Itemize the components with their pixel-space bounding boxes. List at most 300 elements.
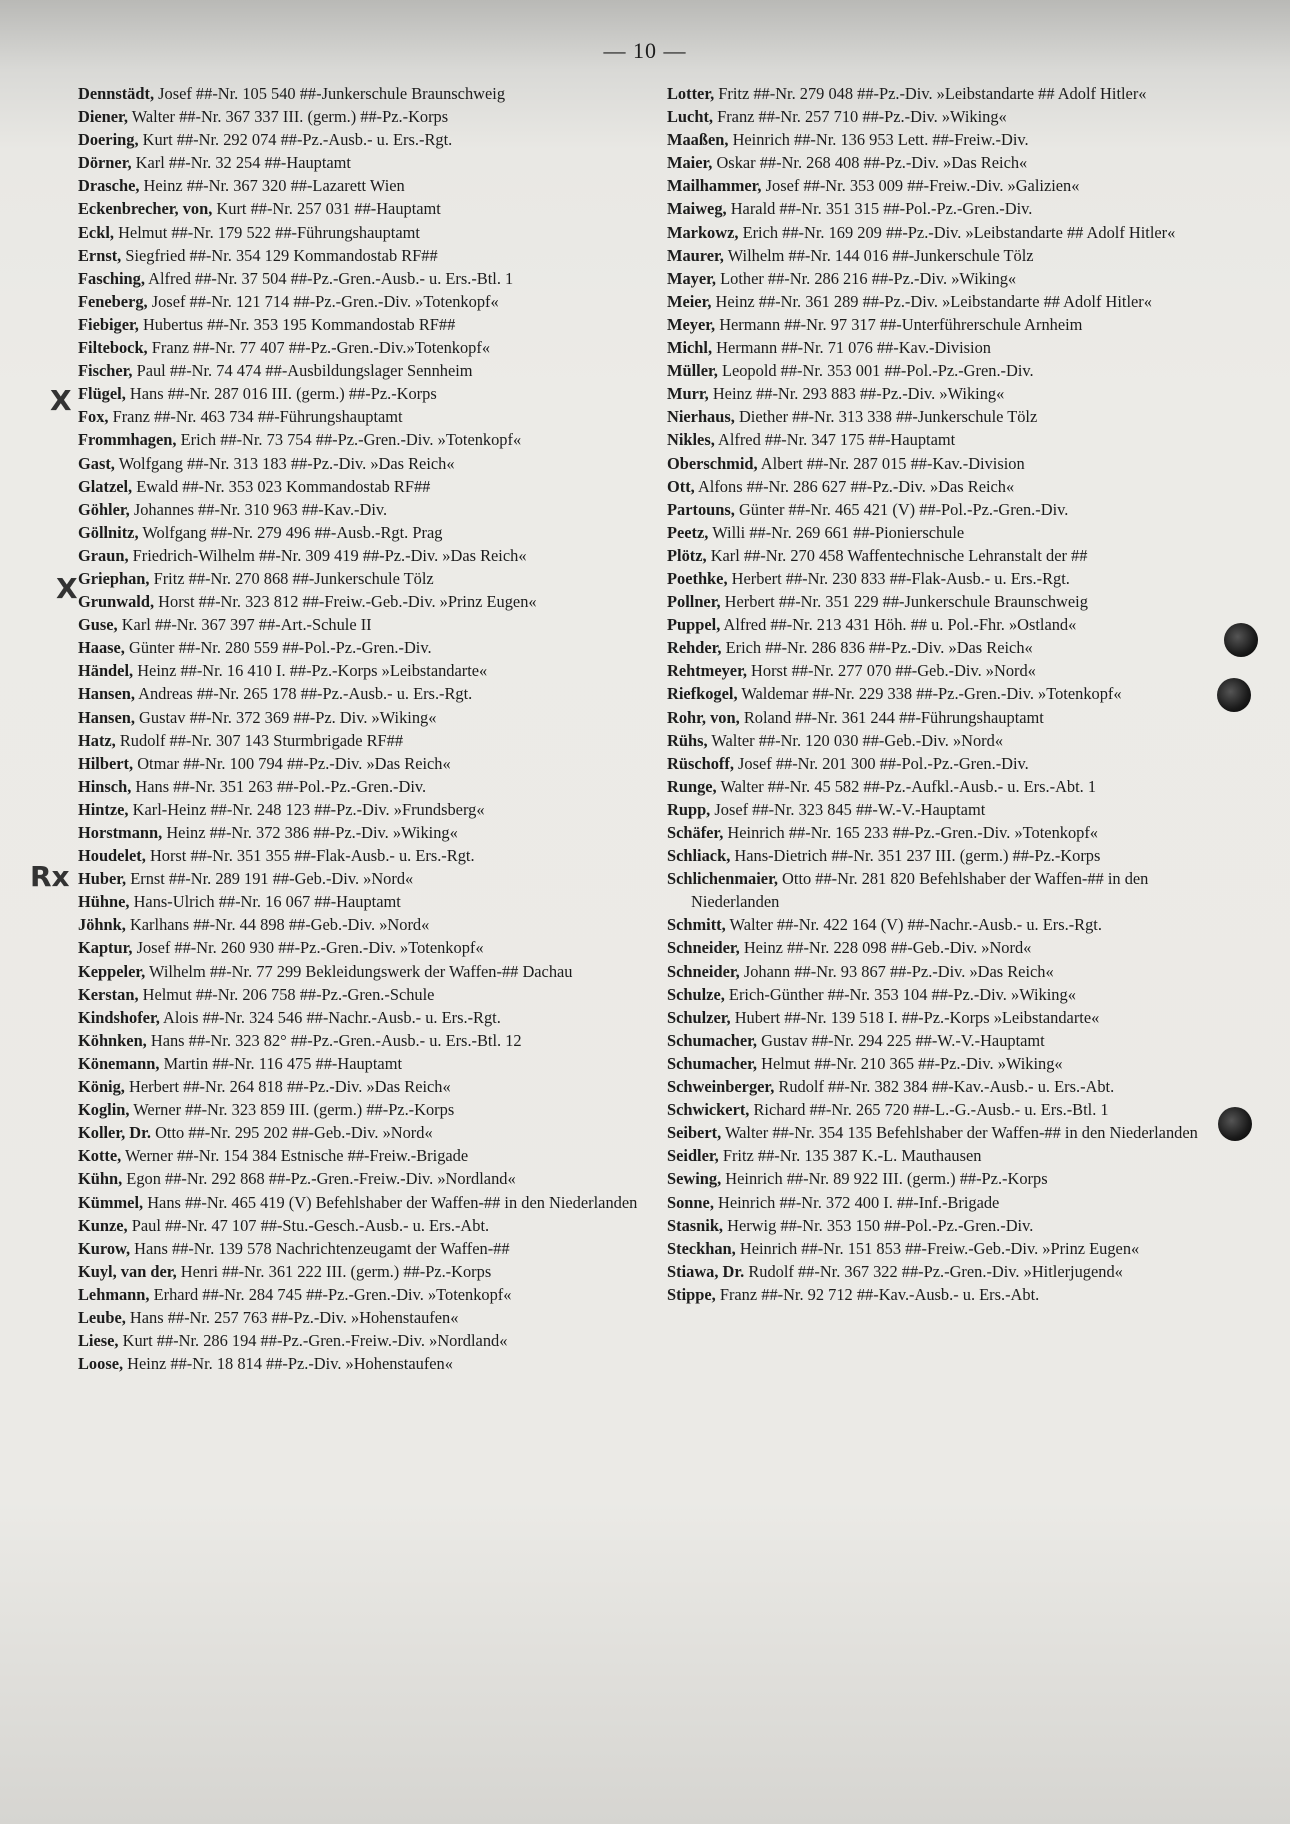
handwritten-mark: Rx (30, 860, 70, 893)
directory-entry (667, 613, 1227, 636)
entry-details: Karl-Heinz ##-Nr. 248 123 ##-Pz.-Div. »Frundsberg« (128, 799, 485, 819)
directory-entry (78, 1283, 638, 1306)
entry-details: Alois ##-Nr. 324 546 ##-Nachr.-Ausb.- u. Ers.-Rgt. (159, 1007, 501, 1027)
entry-surname: Poethke, (667, 568, 728, 588)
directory-entry (78, 890, 638, 913)
directory-entry (667, 1237, 1227, 1260)
entry-details: Egon ##-Nr. 292 868 ##-Pz.-Gren.-Freiw.-Div. »Nordland« (122, 1169, 516, 1189)
entry-surname: Kerstan, (78, 984, 139, 1004)
directory-entry (78, 151, 638, 174)
directory-entry (667, 1260, 1227, 1283)
directory-entry (78, 1029, 638, 1052)
entry-surname: Meyer, (667, 314, 716, 334)
entry-surname: Lotter, (667, 84, 715, 103)
entry-details: Erich-Günther ##-Nr. 353 104 ##-Pz.-Div. »Wiking« (724, 984, 1076, 1004)
entry-surname: Flügel, (78, 384, 126, 404)
entry-details: Hans ##-Nr. 139 578 Nachrichtenzeugamt der Waffen-## (130, 1238, 510, 1258)
entry-surname: Schneider, (667, 961, 740, 981)
directory-entry (78, 1121, 638, 1144)
entry-surname: Rehder, (667, 638, 722, 658)
directory-entry (78, 382, 638, 405)
entry-details: Hans ##-Nr. 287 016 III. (germ.) ##-Pz.-Korps (125, 384, 437, 404)
directory-entry (78, 567, 638, 590)
entry-details: Waldemar ##-Nr. 229 338 ##-Pz.-Gren.-Div. »Totenkopf« (737, 684, 1122, 704)
directory-entry (667, 821, 1227, 844)
entry-details: Fritz ##-Nr. 270 868 ##-Junkerschule Tölz (149, 568, 434, 588)
directory-entry (667, 544, 1227, 567)
entry-surname: Peetz, (667, 522, 709, 542)
entry-surname: Runge, (667, 776, 717, 796)
entry-surname: Jöhnk, (78, 915, 126, 935)
directory-entry (667, 913, 1227, 936)
entry-details: Kurt ##-Nr. 292 074 ##-Pz.-Ausb.- u. Ers.-Rgt. (138, 130, 453, 150)
entry-details: Hans ##-Nr. 323 82° ##-Pz.-Gren.-Ausb.- u. Ers.-Btl. 12 (146, 1030, 522, 1050)
entry-details: Paul ##-Nr. 74 474 ##-Ausbildungslager Sennheim (132, 361, 473, 381)
entry-details: Hubert ##-Nr. 139 518 I. ##-Pz.-Korps »Leibstandarte« (730, 1007, 1100, 1027)
directory-entry (78, 428, 638, 451)
entry-surname: Stippe, (667, 1284, 716, 1304)
directory-entry (78, 706, 638, 729)
entry-surname: Fischer, (78, 361, 133, 381)
directory-entry (78, 405, 638, 428)
entry-surname: Maaßen, (667, 130, 729, 150)
entry-details: Alfred ##-Nr. 347 175 ##-Hauptamt (714, 430, 956, 450)
entry-surname: Schneider, (667, 938, 740, 958)
entry-surname: Schumacher, (667, 1053, 758, 1073)
entry-details: Alfred ##-Nr. 37 504 ##-Pz.-Gren.-Ausb.- u. Ers.-Btl. 1 (144, 268, 514, 288)
directory-entry (667, 844, 1227, 867)
entry-surname: Maier, (667, 153, 713, 173)
entry-surname: Koller, Dr. (78, 1123, 151, 1143)
entry-details: Herwig ##-Nr. 353 150 ##-Pol.-Pz.-Gren.-Div. (723, 1215, 1034, 1235)
entry-surname: Göllnitz, (78, 522, 139, 542)
directory-entry (78, 1260, 638, 1283)
directory-entry (78, 775, 638, 798)
entry-surname: Hühne, (78, 892, 130, 912)
entry-surname: Schäfer, (667, 823, 724, 842)
entry-details: Otto ##-Nr. 281 820 Befehlshaber der Waffen-## in den Niederlanden (691, 869, 1149, 912)
entry-surname: Kühn, (78, 1169, 123, 1189)
entry-surname: Mailhammer, (667, 176, 762, 196)
entry-details: Herbert ##-Nr. 351 229 ##-Junkerschule Braunschweig (720, 592, 1088, 612)
entry-surname: Drasche, (78, 176, 140, 196)
entry-details: Franz ##-Nr. 77 407 ##-Pz.-Gren.-Div.»Totenkopf« (147, 338, 491, 358)
entry-details: Erhard ##-Nr. 284 745 ##-Pz.-Gren.-Div. »Totenkopf« (149, 1284, 512, 1304)
directory-entry (78, 336, 638, 359)
entry-details: Gustav ##-Nr. 372 369 ##-Pz. Div. »Wiking« (134, 707, 437, 727)
entry-surname: Steckhan, (667, 1238, 736, 1258)
directory-entry (667, 267, 1227, 290)
entry-details: Hans-Dietrich ##-Nr. 351 237 III. (germ.) ##-Pz.-Korps (730, 846, 1101, 866)
entry-details: Kurt ##-Nr. 286 194 ##-Pz.-Gren.-Freiw.-Div. »Nordland« (118, 1331, 508, 1351)
entry-surname: Könemann, (78, 1053, 160, 1073)
entry-surname: Schlichenmaier, (667, 869, 778, 889)
entry-details: Erich ##-Nr. 73 754 ##-Pz.-Gren.-Div. »Totenkopf« (176, 430, 522, 450)
entry-details: Heinrich ##-Nr. 136 953 Lett. ##-Freiw.-Div. (728, 130, 1029, 150)
entry-details: Hans ##-Nr. 351 263 ##-Pol.-Pz.-Gren.-Div. (131, 776, 427, 796)
entry-surname: Diener, (78, 107, 128, 127)
directory-entry (667, 983, 1227, 1006)
entry-details: Josef ##-Nr. 201 300 ##-Pol.-Pz.-Gren.-Div. (733, 753, 1029, 773)
entry-details: Franz ##-Nr. 257 710 ##-Pz.-Div. »Wiking« (713, 107, 1007, 127)
entry-surname: Keppeler, (78, 961, 146, 981)
entry-surname: Oberschmid, (667, 453, 758, 473)
entry-details: Alfred ##-Nr. 213 431 Höh. ## u. Pol.-Fhr. »Ostland« (720, 615, 1077, 635)
entry-surname: Glatzel, (78, 476, 133, 496)
directory-entry (667, 382, 1227, 405)
entry-details: Helmut ##-Nr. 210 365 ##-Pz.-Div. »Wiking« (757, 1053, 1063, 1073)
entry-details: Franz ##-Nr. 463 734 ##-Führungshauptamt (108, 407, 403, 427)
entry-surname: Loose, (78, 1354, 124, 1374)
directory-entry (667, 151, 1227, 174)
directory-entry (78, 221, 638, 244)
entry-details: Martin ##-Nr. 116 475 ##-Hauptamt (159, 1053, 402, 1073)
entry-details: Rudolf ##-Nr. 382 384 ##-Kav.-Ausb.- u. Ers.-Abt. (774, 1077, 1115, 1097)
entry-details: Günter ##-Nr. 280 559 ##-Pol.-Pz.-Gren.-Div. (124, 638, 432, 658)
entry-surname: Hilbert, (78, 753, 134, 773)
left-column (78, 82, 638, 1375)
entry-surname: Schliack, (667, 846, 731, 866)
entry-details: Heinz ##-Nr. 18 814 ##-Pz.-Div. »Hohenstaufen« (123, 1354, 453, 1374)
entry-details: Ernst ##-Nr. 289 191 ##-Geb.-Div. »Nord« (126, 869, 414, 889)
entry-surname: Hintze, (78, 799, 129, 819)
directory-entry (667, 936, 1227, 959)
entry-details: Karl ##-Nr. 270 458 Waffentechnische Lehranstalt der ## (706, 545, 1088, 565)
entry-surname: Sewing, (667, 1169, 722, 1189)
entry-details: Heinz ##-Nr. 372 386 ##-Pz.-Div. »Wiking« (162, 823, 458, 842)
directory-entry (78, 867, 638, 890)
directory-entry (667, 1052, 1227, 1075)
directory-entry (78, 1006, 638, 1029)
entry-surname: Schulzer, (667, 1007, 731, 1027)
directory-entry (667, 960, 1227, 983)
entry-surname: Dennstädt, (78, 84, 155, 103)
directory-entry (667, 1121, 1227, 1144)
entry-details: Willi ##-Nr. 269 661 ##-Pionierschule (708, 522, 965, 542)
entry-surname: Eckl, (78, 222, 114, 242)
entry-details: Henri ##-Nr. 361 222 III. (germ.) ##-Pz.-Korps (176, 1261, 492, 1281)
entry-details: Oskar ##-Nr. 268 408 ##-Pz.-Div. »Das Reich« (712, 153, 1028, 173)
entry-details: Helmut ##-Nr. 206 758 ##-Pz.-Gren.-Schule (138, 984, 435, 1004)
entry-surname: Graun, (78, 545, 129, 565)
directory-entry (667, 567, 1227, 590)
entry-details: Johann ##-Nr. 93 867 ##-Pz.-Div. »Das Reich« (739, 961, 1054, 981)
directory-entry (78, 636, 638, 659)
directory-entry (667, 290, 1227, 313)
entry-surname: Riefkogel, (667, 684, 738, 704)
entry-surname: Ernst, (78, 245, 122, 265)
entry-surname: Hatz, (78, 730, 116, 750)
directory-entry (667, 1144, 1227, 1167)
entry-details: Heinrich ##-Nr. 165 233 ##-Pz.-Gren.-Div. »Totenkopf« (723, 823, 1099, 842)
directory-entry (78, 798, 638, 821)
entry-details: Fritz ##-Nr. 135 387 K.-L. Mauthausen (718, 1146, 982, 1166)
entry-details: Horst ##-Nr. 323 812 ##-Freiw.-Geb.-Div. »Prinz Eugen« (154, 592, 537, 612)
directory-entry (667, 105, 1227, 128)
entry-surname: Nikles, (667, 430, 715, 450)
entry-details: Karl ##-Nr. 32 254 ##-Hauptamt (131, 153, 351, 173)
entry-surname: Rehtmeyer, (667, 661, 747, 681)
entry-details: Ewald ##-Nr. 353 023 Kommandostab RF## (132, 476, 431, 496)
entry-surname: Hinsch, (78, 776, 132, 796)
entry-surname: Kurow, (78, 1238, 131, 1258)
entry-details: Diether ##-Nr. 313 338 ##-Junkerschule Tölz (734, 407, 1038, 427)
entry-details: Werner ##-Nr. 154 384 Estnische ##-Freiw.-Brigade (121, 1146, 469, 1166)
directory-entry (667, 336, 1227, 359)
directory-entry (667, 706, 1227, 729)
entry-details: Rudolf ##-Nr. 367 322 ##-Pz.-Gren.-Div. »Hitlerjugend« (744, 1261, 1123, 1281)
directory-entry (78, 659, 638, 682)
entry-surname: Schwickert, (667, 1100, 750, 1120)
entry-details: Horst ##-Nr. 277 070 ##-Geb.-Div. »Nord« (746, 661, 1036, 681)
entry-details: Hermann ##-Nr. 97 317 ##-Unterführerschule Arnheim (715, 314, 1083, 334)
directory-entry (78, 1144, 638, 1167)
directory-entry (667, 636, 1227, 659)
entry-surname: Puppel, (667, 615, 721, 635)
directory-entry (667, 1191, 1227, 1214)
directory-entry (78, 729, 638, 752)
entry-details: Heinrich ##-Nr. 151 853 ##-Freiw.-Geb.-Div. »Prinz Eugen« (735, 1238, 1140, 1258)
entry-details: Otto ##-Nr. 295 202 ##-Geb.-Div. »Nord« (151, 1123, 433, 1143)
entry-details: Walter ##-Nr. 120 030 ##-Geb.-Div. »Nord« (707, 730, 1004, 750)
entry-surname: Michl, (667, 338, 713, 358)
directory-entry (667, 1167, 1227, 1190)
punch-hole (1224, 623, 1258, 657)
entry-surname: Mayer, (667, 268, 717, 288)
directory-entry (78, 983, 638, 1006)
directory-entry (667, 221, 1227, 244)
entry-details: Karl ##-Nr. 367 397 ##-Art.-Schule II (117, 615, 372, 635)
entry-details: Hans ##-Nr. 465 419 (V) Befehlshaber der Waffen-## in den Niederlanden (143, 1192, 638, 1212)
directory-entry (78, 290, 638, 313)
directory-entry (78, 936, 638, 959)
entry-surname: Nierhaus, (667, 407, 735, 427)
entry-details: Heinz ##-Nr. 367 320 ##-Lazarett Wien (139, 176, 405, 196)
directory-entry (667, 521, 1227, 544)
entry-surname: Markowz, (667, 222, 739, 242)
entry-surname: Liese, (78, 1331, 119, 1351)
entry-details: Walter ##-Nr. 45 582 ##-Pz.-Aufkl.-Ausb.- u. Ers.-Abt. 1 (716, 776, 1097, 796)
entry-details: Herbert ##-Nr. 230 833 ##-Flak-Ausb.- u. Ers.-Rgt. (727, 568, 1070, 588)
directory-entry (78, 1075, 638, 1098)
entry-details: Alfons ##-Nr. 286 627 ##-Pz.-Div. »Das Reich« (694, 476, 1015, 496)
entry-details: Herbert ##-Nr. 264 818 ##-Pz.-Div. »Das Reich« (124, 1077, 451, 1097)
entry-details: Helmut ##-Nr. 179 522 ##-Führungshauptamt (113, 222, 420, 242)
entry-surname: Murr, (667, 384, 709, 404)
entry-details: Heinrich ##-Nr. 89 922 III. (germ.) ##-Pz.-Korps (721, 1169, 1048, 1189)
entry-details: Lother ##-Nr. 286 216 ##-Pz.-Div. »Wiking« (716, 268, 1017, 288)
directory-entry (78, 105, 638, 128)
directory-entry (667, 475, 1227, 498)
directory-entry (667, 405, 1227, 428)
entry-surname: Fox, (78, 407, 109, 427)
entry-surname: Stasnik, (667, 1215, 724, 1235)
directory-entry (78, 313, 638, 336)
entry-surname: Maurer, (667, 245, 724, 265)
entry-surname: Kuyl, van der, (78, 1261, 177, 1281)
entry-details: Leopold ##-Nr. 353 001 ##-Pol.-Pz.-Gren.-Div. (717, 361, 1034, 381)
entry-details: Harald ##-Nr. 351 315 ##-Pol.-Pz.-Gren.-Div. (726, 199, 1033, 219)
entry-details: Josef ##-Nr. 121 714 ##-Pz.-Gren.-Div. »Totenkopf« (147, 291, 499, 311)
entry-details: Andreas ##-Nr. 265 178 ##-Pz.-Ausb.- u. Ers.-Rgt. (134, 684, 473, 704)
entry-surname: Griephan, (78, 568, 150, 588)
entry-details: Walter ##-Nr. 354 135 Befehlshaber der Waffen-## in den Niederlanden (721, 1123, 1198, 1143)
handwritten-mark: X (56, 572, 78, 605)
entry-details: Josef ##-Nr. 260 930 ##-Pz.-Gren.-Div. »Totenkopf« (132, 938, 484, 958)
entry-details: Walter ##-Nr. 367 337 III. (germ.) ##-Pz.-Korps (127, 107, 449, 127)
directory-entry (78, 752, 638, 775)
entry-surname: Rüschoff, (667, 753, 734, 773)
directory-entry (78, 82, 638, 105)
entry-surname: Dörner, (78, 153, 132, 173)
entry-details: Richard ##-Nr. 265 720 ##-L.-G.-Ausb.- u. Ers.-Btl. 1 (749, 1100, 1109, 1120)
directory-entry (78, 475, 638, 498)
directory-entry (667, 682, 1227, 705)
directory-entry (78, 197, 638, 220)
entry-details: Wolfgang ##-Nr. 279 496 ##-Ausb.-Rgt. Prag (138, 522, 443, 542)
directory-entry (667, 452, 1227, 475)
entry-surname: Meier, (667, 291, 712, 311)
entry-surname: Seidler, (667, 1146, 719, 1166)
entry-details: Heinz ##-Nr. 228 098 ##-Geb.-Div. »Nord« (739, 938, 1032, 958)
directory-entry (78, 267, 638, 290)
entry-surname: Lucht, (667, 107, 713, 127)
entry-surname: Filtebock, (78, 338, 148, 358)
directory-entry (667, 1098, 1227, 1121)
entry-surname: Pollner, (667, 592, 721, 612)
directory-entry (78, 1098, 638, 1121)
directory-entry (78, 960, 638, 983)
entry-details: Albert ##-Nr. 287 015 ##-Kav.-Division (757, 453, 1025, 473)
directory-entry (78, 1052, 638, 1075)
directory-entry (78, 682, 638, 705)
entry-details: Günter ##-Nr. 465 421 (V) ##-Pol.-Pz.-Gren.-Div. (734, 499, 1069, 519)
entry-details: Erich ##-Nr. 169 209 ##-Pz.-Div. »Leibstandarte ## Adolf Hitler« (738, 222, 1176, 242)
entry-details: Wilhelm ##-Nr. 77 299 Bekleidungswerk der Waffen-## Dachau (145, 961, 573, 981)
entry-details: Hermann ##-Nr. 71 076 ##-Kav.-Division (712, 338, 991, 358)
directory-entry (667, 313, 1227, 336)
directory-entry (78, 1352, 638, 1375)
directory-entry (78, 498, 638, 521)
directory-entry (667, 590, 1227, 613)
directory-entry (667, 1029, 1227, 1052)
directory-entry (78, 913, 638, 936)
entry-surname: Grunwald, (78, 592, 155, 612)
entry-surname: Stiawa, Dr. (667, 1261, 745, 1281)
directory-entry (78, 1214, 638, 1237)
directory-entry (667, 244, 1227, 267)
directory-entry (78, 521, 638, 544)
entry-details: Siegfried ##-Nr. 354 129 Kommandostab RF## (121, 245, 438, 265)
directory-entry (78, 1306, 638, 1329)
entry-details: Roland ##-Nr. 361 244 ##-Führungshauptamt (739, 707, 1044, 727)
directory-entry (78, 244, 638, 267)
entry-details: Erich ##-Nr. 286 836 ##-Pz.-Div. »Das Reich« (721, 638, 1033, 658)
directory-entry (78, 1167, 638, 1190)
directory-entry (78, 1329, 638, 1352)
directory-entry (667, 498, 1227, 521)
directory-entry (667, 82, 1227, 105)
entry-surname: Haase, (78, 638, 125, 658)
entry-details: Hans-Ulrich ##-Nr. 16 067 ##-Hauptamt (129, 892, 401, 912)
entry-surname: Kindshofer, (78, 1007, 160, 1027)
entry-details: Heinrich ##-Nr. 372 400 I. ##-Inf.-Brigade (713, 1192, 1000, 1212)
directory-entry (667, 752, 1227, 775)
directory-entry (667, 1283, 1227, 1306)
directory-entry (667, 1006, 1227, 1029)
directory-entry (667, 659, 1227, 682)
directory-entry (78, 174, 638, 197)
entry-surname: Frommhagen, (78, 430, 177, 450)
entry-details: Paul ##-Nr. 47 107 ##-Stu.-Gesch.-Ausb.- u. Ers.-Abt. (127, 1215, 490, 1235)
entry-details: Otmar ##-Nr. 100 794 ##-Pz.-Div. »Das Reich« (133, 753, 451, 773)
entry-surname: Plötz, (667, 545, 707, 565)
entry-surname: Fasching, (78, 268, 145, 288)
directory-entry (667, 1214, 1227, 1237)
directory-entry (78, 544, 638, 567)
entry-surname: Eckenbrecher, von, (78, 199, 213, 219)
entry-surname: Feneberg, (78, 291, 148, 311)
entry-surname: Ott, (667, 476, 695, 496)
entry-surname: Maiweg, (667, 199, 727, 219)
directory-entry (78, 452, 638, 475)
directory-entry (78, 359, 638, 382)
entry-surname: Göhler, (78, 499, 130, 519)
entry-details: Franz ##-Nr. 92 712 ##-Kav.-Ausb.- u. Ers.-Abt. (715, 1284, 1040, 1304)
entry-details: Friedrich-Wilhelm ##-Nr. 309 419 ##-Pz.-Div. »Das Reich« (128, 545, 527, 565)
entry-details: Heinz ##-Nr. 16 410 I. ##-Pz.-Korps »Leibstandarte« (133, 661, 488, 681)
entry-surname: Kaptur, (78, 938, 133, 958)
handwritten-mark: X (50, 384, 72, 417)
entry-surname: Rohr, von, (667, 707, 740, 727)
entry-details: Heinz ##-Nr. 293 883 ##-Pz.-Div. »Wiking« (708, 384, 1005, 404)
directory-entry (667, 174, 1227, 197)
directory-entry (78, 1237, 638, 1260)
entry-details: Rudolf ##-Nr. 307 143 Sturmbrigade RF## (115, 730, 404, 750)
entry-surname: Gast, (78, 453, 115, 473)
entry-details: Hubertus ##-Nr. 353 195 Kommandostab RF## (138, 314, 456, 334)
entry-details: Johannes ##-Nr. 310 963 ##-Kav.-Div. (129, 499, 388, 519)
entry-surname: Guse, (78, 615, 118, 635)
entry-surname: Hansen, (78, 684, 135, 704)
entry-surname: Rühs, (667, 730, 708, 750)
entry-surname: Rupp, (667, 799, 711, 819)
directory-entry (667, 428, 1227, 451)
entry-details: Walter ##-Nr. 422 164 (V) ##-Nachr.-Ausb.- u. Ers.-Rgt. (725, 915, 1102, 935)
directory-entry (667, 359, 1227, 382)
entry-surname: Schweinberger, (667, 1077, 775, 1097)
entry-details: Hans ##-Nr. 257 763 ##-Pz.-Div. »Hohenstaufen« (125, 1307, 459, 1327)
entry-surname: König, (78, 1077, 125, 1097)
directory-entry (78, 590, 638, 613)
right-column (667, 82, 1227, 1306)
directory-entry (78, 844, 638, 867)
directory-entry (667, 197, 1227, 220)
entry-surname: Kunze, (78, 1215, 128, 1235)
page-number: — 10 — (603, 38, 687, 63)
entry-surname: Houdelet, (78, 846, 146, 866)
directory-entry (667, 775, 1227, 798)
entry-surname: Hansen, (78, 707, 135, 727)
entry-surname: Horstmann, (78, 823, 163, 842)
entry-surname: Schulze, (667, 984, 725, 1004)
entry-details: Kurt ##-Nr. 257 031 ##-Hauptamt (212, 199, 441, 219)
directory-entry (78, 128, 638, 151)
entry-details: Karlhans ##-Nr. 44 898 ##-Geb.-Div. »Nord« (125, 915, 430, 935)
entry-details: Fritz ##-Nr. 279 048 ##-Pz.-Div. »Leibstandarte ## Adolf Hitler« (714, 84, 1147, 103)
entry-details: Gustav ##-Nr. 294 225 ##-W.-V.-Hauptamt (757, 1030, 1045, 1050)
directory-entry (667, 128, 1227, 151)
